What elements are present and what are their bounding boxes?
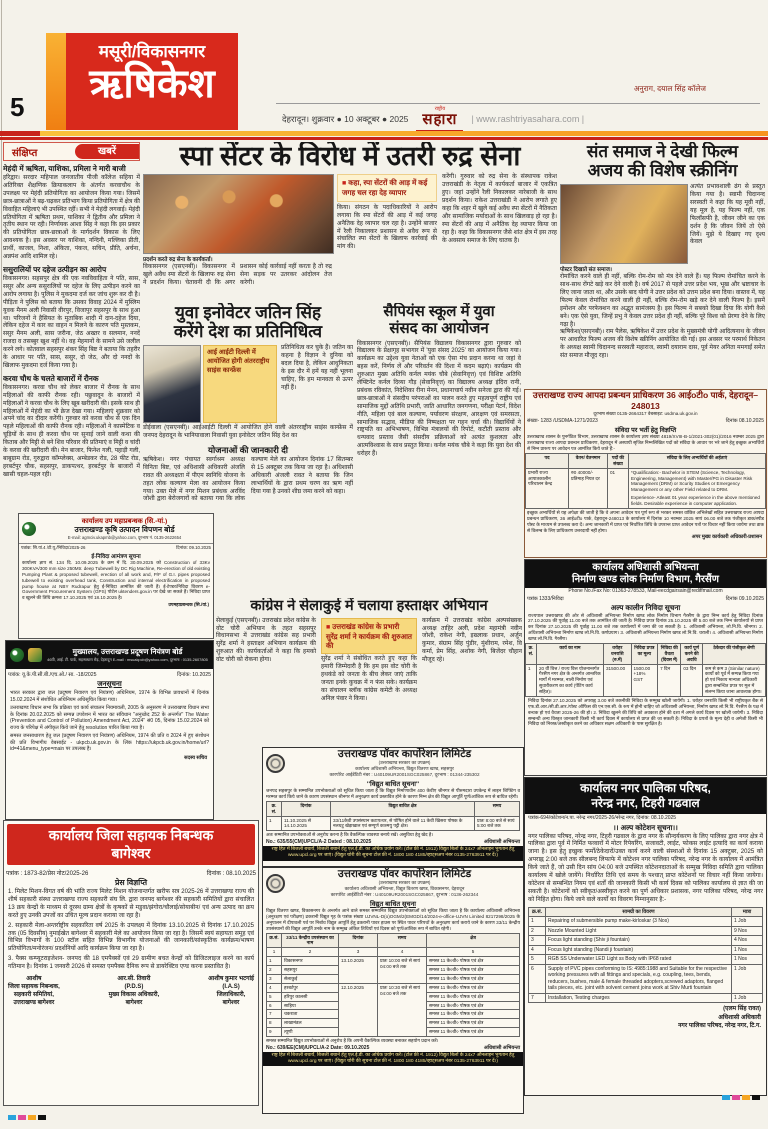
edition-banner: [46, 33, 238, 130]
cell-desc: Installation, Testing charges: [546, 993, 732, 1003]
col-pay: वेतन/ वेतनमान: [569, 453, 608, 468]
cell-desc: RGB SS Underwater LED Light ss Body with IP68 rated: [546, 955, 732, 965]
ad-intro: जनपद सहसपुर के सम्मानित उपभोक्ताओं को सूचित किया जाता है कि विद्युत निर्माणाधीन 400 केवीए श्रीनगर से पीरुमदारा उपकेन्द्र में लाइन शिफ्टिंग व मरम्मत कार्य किये जाने के कारण उपसंस्थान श्रीनगर में अनुरक्षण कार्य प्रस्तावित होने के कारण निम्न क्षेत्र की विद्युत आपूर्ति पूर्ण/आंशिक रूप से बाधित रहेगी।: [266, 788, 520, 799]
table-row: [529, 917, 763, 927]
index-cell: 3: [339, 948, 378, 957]
sign-name: आशीष कुमार भटगांई: [208, 976, 254, 983]
brief-tab-right: खबरें: [75, 144, 139, 159]
article-column: कार्यक्रम में उत्तराखंड कांग्रेस अल्पसंख्यक अध्यक्ष ताहिर अली, प्रदेश महामंत्री नवीन जोशी, राकेश नेगी, इख्लाक प्रधान, अर्जुन कुमार, संग्राम सिंह पुंडीर, मुंशीराम, रमेश, वि कर्मा, प्रेम सिंह, अशोक नेगी, बिजेंदर चौहान मौजूद रहे।: [422, 617, 522, 664]
index-cell: 4: [378, 948, 427, 957]
cell-qty: 1 Job: [732, 917, 763, 927]
cell-emd: 31500.00: [603, 664, 631, 696]
article-column: प्रतिनिधित्व कर चुके हैं। जतिन का कहना है विज्ञान ने दुनिया को बदल दिया है, लेकिन आधुनिकता के इस दौर में हमें यह नहीं भूलना चाहिए, कि हम मानवता से ऊपर नहीं हैं।: [281, 345, 353, 391]
ad-title-line1: कार्यालय जिला सहायक निबन्धक: [48, 827, 214, 843]
ad-header: [263, 748, 523, 779]
cell-sn: 2: [529, 926, 546, 936]
sign-title: अधिशासी अधिकारी: [718, 1014, 761, 1021]
cell-sn: 7: [529, 993, 546, 1003]
black-mark: [38, 1115, 46, 1120]
ad-address: 46वी, आई. टी. पार्क, सहस्त्रधारा रोड़, देहरादून E-mail : msuakpcb@yahoo.com, दूरभाष : 0135-2607805: [47, 657, 208, 662]
ad-org-name: उत्तराखण्ड पॉवर कार्पोरेशन लिमिटेड: [337, 868, 472, 880]
cell-area: समस्त 11 के०वी० पोषक एवं क्षेत्र: [427, 992, 520, 1001]
ad-krishi-board: [18, 513, 214, 639]
edition-banner-text: [66, 33, 238, 130]
ad-ref: पत्रांक: यू.के.पी.सी.बी./एच.ओ./ सा. -18/2025: [8, 672, 97, 678]
masthead: [0, 0, 768, 140]
ad-ref: पत्रांक: सि.यां.4 /टी.यू./निविदा/2025-26: [21, 545, 86, 550]
cell-time: प्रातः 10:00 बजे से सायं 04:00 बजे तक: [378, 957, 427, 984]
col-desc: सामग्री का विवरण: [546, 907, 732, 917]
table-row: 1 विकासनगर 13.10.2025 प्रातः 10:00 बजे से सायं 04:00 बजे तक समस्त 11 के०वी० पोषक एवं क्षेत्र: [267, 957, 520, 966]
table-row: 5 हरिपुर कालसी समस्त 11 के०वी० पोषक एवं क्षेत्र: [267, 992, 520, 1001]
article-body: ऋषिकेश। नगर पंचायत स्वर्गाश्रम अध्यक्ष विनिता बिष्ट, एवं अधिशासी अधिकारी अंजलि रावत की अध्यक्षता में पीएम स्वनिधि योजना के तहत लोक कल्याण मेला का आयोजन किया गया। उक्त मेले में नगर मिशन प्रबंधक अरविंद जोशी द्वारा बेरोजगारों को बताया गया कि लोक कल्याण मेले का आयोजन दिनांक 17 सितम्बर से 15 अक्टूबर तक किया जा रहा है। अधिशासी अधिकारी अंजली रावत ने बताया कि जिन लाभार्थियों के द्वारा प्रथम चरण का ऋण नहीं दिया गया है उनको शीघ्र जमा करने को कहा।: [143, 456, 353, 503]
table-row: [526, 664, 766, 696]
brief-item: [3, 374, 140, 480]
ad-cin: कारपोरेट आईडेंटिटी नंबर : U40109UR2001SGC025867, दूरभाष : 01344-235302: [329, 772, 480, 778]
ad-office: कार्यालय अधिशासी अभियन्ता, विद्युत वितरण खण्ड, विकासनगर, देहरादून: [344, 886, 465, 892]
headline-line2: संसद का आयोजन: [389, 320, 489, 338]
sign-name: आशीष: [26, 976, 42, 983]
cell-sn: 1: [529, 917, 546, 927]
ad-intro: राज्यपाल उत्तराखण्ड की ओर से अधिशासी अभियन्ता निर्माण खण्ड लोक निर्माण विभाग गैरसैंण के द्वारा निम्न कार्य हेतु निविदा दिनांक 27.10.2025 की पूर्वाह्न 11.00 बजे तक आमंत्रित की जाती है। निविदा प्रपत्र दिनांक 25.10.2025 की 5.00 बजे तक निम्न कार्यालयों से प्राप्त कर दिनांक 27.10.2025 की पूर्वाह्न 11.00 बजे तक कार्यालयों में जमा की जा सकती है। 1. अधिशासी अभियन्ता, लो.नि.वि. श्रीनगर। 2. अधिशासी अभियन्ता निर्माण खण्ड लो.नि.वि. कर्णप्रयाग। 3. अधिशासी अभियन्ता निर्माण खण्ड लो.नि.वि. थराली। 4. अधिशासी अभियन्ता निर्माण खण्ड लो.नि.वि. गैरसैंण।: [528, 612, 763, 641]
ad-title-line2: निर्माण खण्ड लोक निर्माण विभाग, गैरसैंण: [572, 574, 719, 585]
ad-title-line1: कार्यालय अधिशासी अभियन्ता: [592, 562, 699, 573]
ad-signatory: अधिशासी अभियन्ता: [483, 1044, 520, 1051]
index-cell: 1: [267, 948, 282, 957]
cell-sn: 5: [529, 955, 546, 965]
article-byline-text: डोईवाला (एसएनबी)। आईआईटी दिल्ली में आयोजित होने वाली अंतरराष्ट्रीय साइंस कान्फ्रेंस में जनपद देहरादून के भानियावाला निवासी युवा इनोवेटर जतिन सिंह देश का: [143, 425, 353, 439]
col-num: पदों की संख्या: [608, 453, 629, 468]
col-post: पद: [526, 453, 569, 468]
ad-heading: संविदा पर भर्ती हेतु विज्ञप्ति: [614, 427, 677, 435]
col-emd: धरोहर धनराशि (रु.में): [603, 643, 631, 664]
ad-office: कार्यालय अधिशासी अभियन्ता, विद्युत वितरण खण्ड, सहसपुर: [355, 766, 454, 772]
ad-title-line1: कार्यालय उप महाप्रबन्धक (सि.-यां.): [81, 518, 168, 525]
dateline: देहरादून। शुक्रवार ● 10 अक्टूबर ● 2025: [282, 113, 409, 124]
article-headline: [560, 142, 765, 180]
cyan-mark: [8, 1115, 16, 1120]
outage-table: [266, 933, 520, 1038]
cell-area: समस्त 11 के०वी० पोषक एवं क्षेत्र: [427, 957, 520, 966]
ad-municipal-narendranagar: [524, 777, 767, 1096]
article-column: सेलाकुई (एसएनबी)। उत्तराखंड प्रदेश कांग्रेस के वोट चोरी अभियान के तहत सहसपुर विधानसभा में उत्तराखंड कांग्रेस सह प्रभारी सुरेंद्र शर्मा ने हस्ताक्षर अभियान कार्यक्रम की शुरुआत की। कार्यकर्ताओं ने कहा कि हमको वोट चोरी को रोकना होगा।: [216, 617, 316, 664]
table-row: [529, 993, 763, 1003]
article-headline: [143, 303, 353, 341]
outage-table: [266, 801, 520, 832]
ad-org-name: मुख्यालय, उत्तराखण्ड प्रदूषण नियंत्रण बोर्ड: [72, 647, 183, 656]
ad-cin: कारपोरेट आईडेंटिटी नंबर : U40109UR2001SGC025867, दूरभाष : 0136-262344: [330, 892, 479, 898]
sign-name: आर.सी. तिवारी: [117, 976, 151, 983]
brief-item: [3, 265, 140, 371]
newspaper-logo: [416, 107, 463, 132]
article-column: किया। संगठन के पदाधिकारियों ने आरोप लगाया कि स्पा सेंटरों की आड़ में कई जगह अनैतिक देह व्यापार चल रहा है। उन्होंने बाजार में रैली निकालकर प्रशासन से अवैध रूप से संचालित स्पा सेंटरों के खिलाफ कार्रवाई की मांग की।: [337, 204, 437, 251]
brief-title: मेहंदी में ऋषिता, याशिका, प्रमिला ने मारी बाजी: [3, 164, 126, 173]
brief-body: हरिद्वार। सरदार महिपाल जनजातीय पीजी कॉलेज सहिया में अतिरिक्त शैक्षणिक क्रियाकलाप के अंतर्गत करवाचौथ के उपलक्ष्य पर मेहंदी प्रतियोगिता का आयोजन किया गया। जिसमें छात्र-छात्राओं ने बढ़-चढ़कर प्रतिभाग किया प्रतियोगिता में क्षेत्र की विवाहित महिलाएं भी उपस्थित रहीं। सभी ने मेहंदी लगवाई। मेहंदी प्रतियोगिता में ऋषिता प्रथम, याशिका ने द्वितीय और प्रमिला ने तृतीय स्थान पर रही। निर्णायक आशा सिंह ने कहा कि इस प्रकार की प्रतियोगिता छात्र-छात्राओं के मार्गदर्शन विकास के लिए आवश्यक है। इस अवसर पर याशिका, नन्दिनी, मल्लिका प्रीती, प्रार्थी, काजल, निशा, अंकिता, पंकज, सचिन, प्रीति, अर्चना, अन्नपंश आदि शामिल रहे।: [3, 175, 140, 261]
pull-quote-text: कहा, स्पा सेंटरों की आड़ में कई जगह चल रहा देह व्यापार: [342, 178, 428, 198]
ad-intro: विद्युत वितरण खण्ड, विकासनगर के अन्तर्गत आने वाले समस्त सम्मानित विद्युत उपभोक्ताओं को सूचित किया जाता है कि कार्यालय अधिशासी अभियन्ता (अनुरक्षण एवं परीक्षण) ढकरानी विद्युत गृह के पत्रांक संख्या UJVNL-D(o)OGM/2(EMGD/14/2024-e-office-UJVN Limited 8217298/2025 के अनुपालन में दीपावली पर्व पर निर्बाध विद्युत आपूर्ति हेतु ढकरानी पावर हाउस पर स्थित पावर परिपथों के अनुरक्षण कार्य कराये जाने के कारण 33/11 केन्द्रीय उपसंस्थानों की विद्युत आपूर्ति उनके नाम के सम्मुख अंकित तिथियों एवं दिवस को पूर्ण/आंशिक रूप में बाधित रहेगी।: [266, 908, 520, 931]
cell-sn: 4: [529, 945, 546, 955]
upcl-logo-icon: [266, 754, 285, 773]
signature-block: [109, 975, 160, 1007]
col-area: विद्युत बाधित क्षेत्र: [331, 801, 475, 816]
col-sn: क्र. सं.: [267, 801, 282, 816]
article-subhead: योजनाओं की जानकारी दी: [207, 444, 289, 455]
table-row: 7 चकराता समस्त 11 के०वी० पोषक एवं क्षेत्र: [267, 1010, 520, 1019]
black-mark: [752, 1095, 760, 1100]
article-intro: ऋषिकेश(एसएनबी)। राम पैलेस, ऋषिकेश में उत्तर प्रदेश के मुख्यमंत्री योगी आदित्यनाथ के जीवन पर आधारित फिल्म अजय की विशेष स्क्रीनिंग आयोजित की गई। इस अवसर पर परमार्थ निकेतन के अध्यक्ष स्वामी चिदानन्द सरस्वती महाराज, स्वामी दयाराम दास, पूर्व मेयर अनिता ममगाईं समेत संत समाज मौजूद रहा।: [560, 329, 765, 360]
col-date: दिनांक: [339, 933, 378, 948]
yellow-mark: [742, 1095, 750, 1100]
cell-qty: 1 Nos: [732, 945, 763, 955]
ad-disaster-authority: [524, 389, 767, 558]
upcl-logo-icon: [266, 874, 285, 893]
ad-upcl-vikasnagar: [262, 867, 524, 1114]
col-sn: क्र. सं.: [526, 643, 537, 664]
ad-footer-text: इच्छुक अभ्यर्थियों से यह अपेक्षा की जाती है कि वे अपना आवेदन पत्र पूर्ण रूप से भरकर समस्त वांछित अभिलेखों सहित उत्तराखण्ड राज्य आपदा प्रबन्धन प्राधिकरण, 36 आईoटीo पार्क, देहरादून-248013 के कार्यालय में दिनांक 10 नवम्बर 2025 सायं 06.00 बजे तक पंजीकृत डाक/स्पीड पोस्ट के माध्यम से उपलब्ध करा दें। अन्य जानकारी में प्राप्त एवं निर्धारित तिथि के उपरान्त प्राप्त आवेदन पत्रों पर विचार नहीं किया जायेगा तथा डाक से विलम्ब के लिए प्राधिकरण उत्तरदायी नहीं होगा।: [527, 509, 764, 533]
vacancy-table: [525, 453, 766, 509]
website-url: | www.rashtriyasahara.com |: [471, 114, 585, 124]
col-period: कार्य पूर्ण करने की अवधि: [681, 643, 703, 664]
article-sant-screening: [560, 142, 765, 386]
cell-area: समस्त 11 के०वी० पोषक एवं क्षेत्र: [427, 983, 520, 992]
ad-pollution-board: [5, 640, 214, 820]
cyan-mark: [722, 1095, 730, 1100]
cell-pay: रु0 40000/- प्रतिमाह नियत दर: [569, 468, 608, 508]
ad-heading: ''विद्युत बाधित सूचना'': [366, 781, 420, 789]
col-qual: संविदा के लिए अभ्यर्थियों की अर्हताएं: [629, 453, 766, 468]
yellow-mark: [28, 1115, 36, 1120]
article-headline: कांग्रेस ने सेलाकुई में चलाया हस्ताक्षर अभियान: [250, 598, 488, 614]
table-row: 4 हरबर्टपुर 12.10.2025 प्रातः 10:30 बजे से सायं 04:00 बजे तक समस्त 11 के०वी० पोषक एवं क्षेत्र: [267, 983, 520, 992]
magenta-mark: [18, 1115, 26, 1120]
sign-place: बागेश्वर: [222, 1000, 240, 1007]
table-row: 3 सेलाकुई समस्त 11 के०वी० पोषक एवं क्षेत्र: [267, 974, 520, 983]
ad-title-banner: [7, 824, 255, 865]
cell-substation: सहसपुर: [282, 966, 339, 975]
article-column: सुरेंद्र शर्मा ने संबोधित करते हुए कहा कि हमारी जिम्मेदारी है कि हम इस वोट चोरी के हथकंडे को जनता के बीच लेकर जाएं ताकि जनता इनके कुचक्र में न फंस सके। कार्यक्रम का संचालन ब्लॉक कांग्रेस कमेटी के अध्यक्ष अनिल पंवार ने किया।: [321, 656, 417, 703]
ad-contact: E-mail: agmciv.ukapmb@yahoo.com, दूरभाष नं. 0135-2622654: [67, 535, 182, 540]
highlight-box: आई आईटी दिल्ली में आयोजित होगी अंतरराष्ट्रीय साइंस कान्फ्रेंस: [203, 345, 277, 423]
table-row: [526, 468, 766, 508]
ad-contact: दूरभाष संख्या 0135-2664317 वेबसाइट: usdma.uk.gov.in: [593, 411, 698, 417]
ad-signatory: अपर मुख्य कार्यकारी अधिकारी-प्रशासन: [691, 534, 762, 541]
ad-title-line2: उत्तराखण्ड कृषि उत्पादन विपणन बोर्ड: [74, 525, 175, 534]
ad-signatory: अधिशासी अभियन्ता: [483, 839, 520, 846]
cell-substation: हरबर्टपुर: [282, 983, 339, 992]
cell-sn: 1: [267, 816, 282, 831]
ad-org-sub: (उत्तराखण्ड सरकार का उपक्रम): [378, 880, 431, 886]
sign-title: जिला सहायक निबन्धक,: [8, 984, 60, 991]
ad-date: दिनांक 09.10.2025: [725, 595, 764, 602]
headline-line2: अजय की विशेष स्क्रीनिंग: [587, 161, 738, 181]
experience-text: Experience- Atleast 01 year experience in the above mentioned fields. Desirable experience in computer application.: [631, 495, 760, 507]
cell-work: 20 वीं वित्त / राज्य वित्त योजनान्तर्गत गैरसैंण नगर क्षेत्र के अन्तर्गत आन्तरिक मार्गों में मरम्मत, नाली निर्माण एवं सुधारीकरण का कार्य (पेंटिंग कार्य सहित)।: [536, 664, 603, 696]
cell-post: प्रभारी राज्य आपातकालीन परिचालन केन्द्र: [526, 468, 569, 508]
brief-body: विकासनगर। करवा चौथ को लेकर बाजार में रौनक के साथ महिलाओं की काफी रौनक रही। पछुवादून के बाजारों में महिलाओं ने करवा चौथ के लिए खूब खरीदारी की। इसके साथ ही महिलाओं में मेहंदी का भी क्रेज देखा गया। महिलाएं शुक्रवार को अपने चांद का दीदार करेंगी। गुरुवार को करवा चौथ से एक दिन पहले महिलाओं की काफी रौनक रही। महिलाओं ने कास्मेटिक व चूड़ियों के साथ ही करवा चौथ पर सुनाई जाने वाली कथा की किताब और मिट्टी से बने शिव परिवार की प्रतिमाएं व मिट्टी व चांदी के करवा की खरीदारी की। मेन बाजार, फिनेश गली, पहाड़ी गली, बाबूग्राम रोड, गुरुद्वारा कॉम्प्लेक्स, अम्बेडकर रोड, 28 फीट रोड, हरबर्टपुर चौक, सहसपुर, डाकपत्थर, हरबर्टपुर के बाजारों में खासी चहल-पहल रही।: [3, 384, 140, 478]
col-name: 33/11 केन्द्रीय उपसंस्थान का नाम: [282, 933, 339, 948]
ad-upcl-sahaspur: [262, 747, 524, 867]
cell-time: प्रातः 8:00 बजे से सायं 5:00 बजे तक: [475, 816, 520, 831]
table-row: 2 सहसपुर समस्त 11 के०वी० पोषक एवं क्षेत्र: [267, 966, 520, 975]
headline-line1: युवा इनोवेटर जतिन सिंह: [174, 303, 322, 322]
ad-para: 3. पैक्स कम्प्यूटराइजेशन- जनपद की 18 एमपैक्सों एवं 29 ग्रामीण बचत केन्द्रों को डिजिटलाइज करने का कार्य गतिमान है। दिनांक 1 जनवरी 2026 से समस्त एमपैक्स दैनिक रूप से डायरेक्टिव एण्ड करना प्रस्तावित है।: [8, 956, 254, 971]
ad-heading: ।। अल्प कोटेशन सूचना।।: [613, 822, 678, 832]
cell-period: 03 दिन: [681, 664, 703, 696]
ad-heading: जनसूचना: [97, 679, 122, 688]
col-time: समय: [475, 801, 520, 816]
ad-title: उत्तराखण्ड राज्य आपदा प्रबन्धन प्राधिकरण 36 आईoटीo पार्क, देहरादून–248013: [532, 390, 759, 411]
article-congress-signature: [216, 598, 522, 744]
cell-qty: 4 Nos: [732, 936, 763, 946]
col-area: क्षेत्र: [427, 933, 520, 948]
ad-title-line2: नरेन्द्र नगर, टिहरी गढवाल: [591, 796, 700, 810]
table-row: [267, 816, 520, 831]
brief-item: [3, 164, 140, 262]
headline-line1: संत समाज ने देखी फिल्म: [586, 142, 739, 161]
table-row: [529, 926, 763, 936]
cell-substation: साहिया: [282, 1001, 339, 1010]
cell-class: कम से कम 3 (Similar nature) कार्यों को पूर्व में सम्पन्न किया गया हो एवं निकाय मान्यता अधिकारी द्वारा सम्बन्धित प्रपत्र पर मूल में संलग्न किया जाना आवश्यक होगा।: [703, 664, 766, 696]
ad-body: नगर पालिका परिषद, नरेन्द्र नगर, टिहरी गढवाल के द्वारा नगर के सौन्दर्यकरण के लिए पालिका द्वारा नगर क्षेत्र में पालिका द्वारा पूर्व में निर्मित फव्वारों में मोटर रिपेयरिंग, सजावटी, लाईट, फोकस लाईट इत्यादि का कार्य कराया जाना है। इस हेतु इच्छुक फर्मों/ठेकेदारों/उक्त कार्य करने वाली संस्थाओं से दिनांक 15 अक्टूबर, 2025 को अपराह्न 2:00 बजे तक सीलबन्द लिफाफे में कोटेशन नगर पालिका परिषद, नरेन्द्र नगर के कार्यालय में आमंत्रित किये जाते हैं, जो उसी दिन सांय 04:00 बजे उपस्थित कोटेशनदाताओं के सम्मुख निविदा समिति द्वारा पालिका कार्यालय में खोले जायेंगे। निर्धारित तिथि एवं समय के पश्चात् प्राप्त कोटेशनों पर विचार नहीं किया जायेगा। कोटेशन से सम्बन्धित नियम एवं शर्तों की जानकारी किसी भी कार्य दिवस को पालिका कार्यालय से ज्ञात की जा सकती है। कोटेशनों को स्वीकृत/अस्वीकृत करने का पूर्ण अधिकार प्रशासक, नगर पालिका परिषद, नरेन्द्र नगर को निहित होगा। किये जाने वाले कार्यों का विवरण निम्नानुसार है:-: [528, 833, 763, 903]
cell-substation: सेलाकुई: [282, 974, 339, 983]
ad-date: दिनांक : 08.10.2025: [206, 871, 256, 877]
sign-org: नगर पालिका परिषद, नरेन्द्र नगर, टि.ग.: [678, 1022, 761, 1029]
article-body: रोमांचित करने वाले ही नहीं, बल्कि रोम-रोम को मंत्र देने वाले हैं। यह फिल्म रोमांचित करने के साथ-साथ रोंगटे खड़े कर देने वाली है। वर्ष 2017 से पहले उत्तर प्रदेश भय, भूख और भ्रष्टाचार के लिए जाना जाता था, और उसके बाद योगी ने उत्तर प्रदेश को उत्तम प्रदेश बना दिया। वास्तव में, यह फिल्म केवल रोमांचित करने वाली ही नहीं, बल्कि रोम-रोम खड़े कर देने वाली फिल्म है। इसमें इमोशन और परफेक्शन का अद्भुत सामंजस्य है। इस फिल्म ने सबको दिखा दिया कि योगी कैसे बने। एक ऐसे युवा, जिन्हें प्रभु ने केवल उत्तर प्रदेश ही नहीं, बल्कि पूरे विश्व को प्रेरणा देने के लिए गढ़ा है।: [560, 274, 765, 328]
ad-signature-row: [4, 973, 258, 1009]
cell-substation: विकासनगर: [282, 957, 339, 966]
sign-title: मुख्य विकास अधिकारी,: [108, 992, 160, 999]
photo-caption: प्रदर्शन करते रुद्र सेना के कार्यकर्ता।: [143, 257, 213, 264]
cell-qty: 1 Nos: [732, 955, 763, 965]
ad-ref: पत्रांक-694/कोटेशन/न.पा. नरेन्द्र नगर/2025-26/नरेन्द्र नगर, दिनांक: 08.10.2025: [528, 815, 677, 821]
ad-date: दिनांक: 10.2025: [177, 672, 211, 678]
ad-heading: ई-निविदा आमंत्रण सूचना: [91, 554, 141, 560]
headline-line1: सैपियंस स्कूल में युवा: [383, 303, 495, 320]
ad-title-line1: कार्यालय नगर पालिका परिषद,: [580, 781, 711, 795]
article-headline: स्पा सेंटर के विरोध में उतरी रुद्र सेना: [179, 142, 521, 171]
index-row: [267, 948, 520, 957]
photo-credit: अनुराग, दयाल सिंह कॉलेज: [633, 84, 706, 93]
bullet-square-icon: ■: [342, 180, 349, 188]
col-valid: निविदा की वैधता (दिवस में): [658, 643, 681, 664]
pull-quote-box: [337, 174, 437, 201]
life-logo-icon: [28, 648, 42, 662]
col-sn: क्र.सं.: [529, 907, 546, 917]
board-logo-icon: [22, 522, 36, 536]
cell-cost: 1500.00 +18% GST: [631, 664, 658, 696]
table-row: 8 लाखामंडल समस्त 11 के०वी० पोषक एवं क्षेत्र: [267, 1019, 520, 1028]
masthead-red-bar: [0, 137, 768, 140]
cell-date: 11.10.2025 से 14.10.2025: [282, 816, 331, 831]
brief-title: ससुरालियों पर दहेज उत्पीड़न का आरोप: [3, 264, 107, 274]
ad-header-band: [6, 641, 213, 669]
signature-block: [208, 975, 254, 1007]
qualification-text: *Qualification:- Bachelor in STEM (Science, Technology, Engineering, Management) with Master/PG in Disaster Risk Management (DRM) or Scurity Studies or Emergency Management or any other Field related to DRM.: [631, 469, 753, 493]
col-date: दिनांक: [282, 801, 331, 816]
sign-name: (एलम सिंह रावत): [723, 1006, 761, 1013]
cell-area: समस्त 11 के०वी० पोषक एवं क्षेत्र: [427, 974, 520, 983]
cell-sn: 6: [529, 964, 546, 993]
board-logo-icon: [10, 648, 24, 662]
ad-ref: पत्रांक 1333/निविदा: [527, 595, 564, 602]
sant-samaj-photo: [560, 184, 688, 264]
table-row: [529, 945, 763, 955]
masthead-dateline-row: [282, 105, 762, 130]
index-cell: 5: [427, 948, 520, 957]
tender-table: [525, 643, 766, 697]
sign-designation: (P.D.S): [124, 984, 144, 991]
ad-para: भारत सरकार द्वारा जल (प्रदूषण निवारण एवं नियंत्रण) अधिनियम, 1974 के विभिन्न प्रावधानों में दिनांक 15.02.2024 में संशोधित अधिनियम अधिसूचित किया गया।: [10, 690, 209, 703]
ad-note: समस्त सम्मानित विद्युत उपभोक्ताओं से अनुरोध है कि अपनी वैकल्पिक व्यवस्था बनाकर सहयोग प्रदान करें।: [266, 1038, 439, 1044]
bullet-square-icon: ■: [326, 623, 333, 631]
cell-area: 33/11केवी उपसंस्थान कटापत्थर, से पोषित होने वाले 11 केवी खिसरा पोषक के नलधटु खेड़ाखाल एवं सम्पूर्ण काश्मयु पट्टी क्षेत्र।: [331, 816, 475, 831]
cell-sn: 3: [529, 936, 546, 946]
ad-header: [263, 868, 523, 899]
col-cost: निविदा प्रपत्र का मूल्य: [631, 643, 658, 664]
cell-valid: 7 दिन: [658, 664, 681, 696]
brief-news-column: [3, 142, 140, 510]
cell-substation: त्यूणी: [282, 1028, 339, 1037]
jatin-photo: [143, 345, 201, 423]
col-time: समय: [378, 933, 427, 948]
ad-footer-strip: राष्ट्र हित में बिजली बचायें, बिजली बचाने हेतु एल.ई.डी. का अधिक प्रयोग करें। (टोल फ्री नं. 1912) विद्युत बिलों के 24x7 ऑनलाइन भुगतान हेतु www.upcl.org पर जाएं। (विद्युत चोरी की सूचना टोल फ्री नं. 1800 180 4185/व्हाट्सअप नंबर 0135-2763911 पर दें।): [263, 846, 523, 860]
cell-num: 01: [608, 468, 629, 508]
ad-intro: उत्तराखण्ड शासन के पुनर्गठित विभाग, उत्तराखण्ड शासन के कार्यालय ज्ञाप संख्या 4819/XVIII-B-1/2021-302(01)/2016 नवम्बर 2025 द्वारा उत्तराखण्ड राज्य आपदा प्रबन्धन प्राधिकरण, देहरादून में अस्थायी सृजित निम्नलिखित पदों को संविदा के आधार पर भरे जाने हेतु इच्छुक अभ्यर्थियों से निम्न प्रारूप पर आवेदन पत्र आमंत्रित किये जाते हैं:-: [527, 434, 764, 452]
col-qty: मात्रा: [732, 907, 763, 917]
brief-tab-left: संक्षिप्त: [12, 147, 38, 159]
ad-refno: No.: 639/EE(CM)/UPCL/A-2 Date: 09.10.2025: [266, 1044, 370, 1051]
ad-signature-block: [525, 1004, 766, 1031]
ad-org-sub: (उत्तराखण्ड सरकार का उपक्रम): [378, 760, 431, 766]
brief-title: करवा चौथ के चलते बाजारों में रौनक: [3, 373, 99, 383]
cell-desc: Focus light standing (Nandi ji fountain): [546, 945, 732, 955]
ad-signatory: उपमहाप्रबन्धक (सि./यां.): [168, 602, 209, 608]
cell-area: समस्त 11 के०वी० पोषक एवं क्षेत्र: [427, 1019, 520, 1028]
photo-caption: पोस्टर दिखाते संत समाज।: [560, 267, 613, 274]
sign-designation: (I.A.S): [222, 984, 240, 991]
ad-registrar-bageshwar: [3, 820, 259, 1106]
ad-note: अतः सम्मानित उपभोक्ताओं से अनुरोध करना है कि वैकल्पिक व्यवस्था बनाये रखें। असुविधा हेतु खेद है।: [266, 832, 434, 838]
article-headline: [357, 303, 521, 338]
cell-qty: 1 Job: [732, 964, 763, 993]
masthead-rule: [276, 103, 760, 104]
ad-para: 1. मिलेट मिशन-विगत वर्ष की भांति राज्य मिलेट मिशन योजनान्तर्गत खरीफ सत्र 2025-26 में उत्तराखण्ड राज्य की शीर्ष सहकारी संस्था उत्तराखण्ड राज्य सहकारी संघ लि. द्वारा जनपद बागेश्वर की सहकारी समितियों द्वारा संचालित 13 क्रय केन्द्रों के माध्यम से दूरस्थ ग्राम्य क्षेत्रों के कृषकों से मडुवा/झंगोरा/चौलाई/सोयाबीन/ एवं अन्य उत्पाद का क्रय करते हुए उनकी उपजों का उचित मूल्य प्रदान कराया जा रहा है।: [8, 889, 254, 919]
ad-para: उत्तराखण्ड विधान सभा कि प्रक्रिया एवं कार्य संचालन नियमावली, 2005 के अनुसरण में उत्तराखण्ड विधान सभा के दिनांक 20.02.2025 को सम्पन्न उपवेशन में भारत का संविधान ''अनुच्छेद 252 के अन्तर्गत'' The Water (Prevention and Control of Pollution) Amendment Act, 2024'' सं0 05, दिनांक 15.02.2024 को राज्य के परिपेक्ष में अंगीकृत किये जाने हेतु resolution पारित किया गया है।: [10, 705, 209, 731]
color-registration-marks-left: [8, 1110, 68, 1120]
brief-body: विकासनगर। सहसपुर क्षेत्र की एक नवविवाहिता ने पति, सास, ससुर और अन्य ससुरालियों पर दहेज के लिए उत्पीड़न करने का आरोप लगाया है। पुलिस ने मुकदमा दर्ज कर जांच शुरू कर दी है। पीड़िता ने पुलिस को बताया कि उसका विवाह 2024 में मुस्लिम युवक मैनम अली निवासी वीरपुर, विजापुर सहसपुर के साथ हुआ था। परिजनों ने हैसियत के मुताबिक शादी में दान-दहेज दिया, लेकिन दहेज में कार का वाहन न मिलने के कारण पति मुस्तकम, ससुर मैनम अली, सास जरीना, जेठ अख्तर व सलमान, ननदें राजदा व तसब्बुर खुश नहीं थे। वह मेहमानों के सामने उसे जलील करने लगे। कोतवाल सहसपुर शंकर सिंह बिष्ट ने बताया कि तहरीर के आधार पर पति, सास, ससुर, दो जेठ, और दो ननदों के खिलाफ मुकदमा दर्ज किया गया है।: [3, 275, 140, 369]
ad-para: समस्त जनसाधारण हेतु जल (प्रदूषण निवारण एवं नियंत्रण) अधिनियम, 1974 की प्रति व 2024 में हुए संशोधन की प्रति विभागीय वेबसाईट - ukpcb.uk.gov.in के लिंक https://ukpcb.uk.gov.in/home/url?id=41&menu_type=main पर उपलब्ध है।: [10, 733, 209, 752]
ad-refno: No.: 635/55(CM)UPCL/A-2 Dated : 08.10.2025: [266, 839, 372, 846]
ad-date: दिनांक: 09.10.2025: [176, 545, 211, 550]
cell-area: समस्त 11 के०वी० पोषक एवं क्षेत्र: [427, 1028, 520, 1037]
ad-signatory: सदस्य सचिव: [184, 754, 207, 761]
col-sn: क्र.सं.: [267, 933, 282, 948]
ad-body: कार्यालय ज्ञाप सं. 134 दि. 10.09.2025 के क्रम में दि. 30.09.2025 को Construction of 33Kv 300KVA/300 mm size 250Mtr. deep Tubewell by DC Rig Machine, Re-erection of old existing Pumping Plant & proposed tubewell, erection of all work and, P/F of G.I. pipes proposed tubewell to existing overhead tank, Construction and internal electrification in proposed pump house at NBY Rudrapur हेतु ई-निविदा आमंत्रित की जाती हैं। ई-टेण्डर/निविदा विवरण e-Government Procurement System (GPS) पोर्टल uktenders.gov.in पर देखे जा सकते हैं। निविदा प्राप्त व खुलने की तिथि क्रमशः 17.10.2025 एवं 18.10.2025 है।: [22, 560, 210, 601]
ad-para: 2. सहकारी मेला-अन्तर्राष्ट्रीय सहकारिता वर्ष 2025 के उपलक्ष्य में दिनांक 13.10.2025 से दिनांक 17.10.2025 तक (05 दिवसीय) नुमाईखेत बागेश्वर में सहकारी मेले का आयोजन किया जा रहा है। जिसमें स्वयं सहायता समूह एवं विभिन्न विभागों के 100 स्टॉल सहित विभिन्न विभागीय योजनाओं की जानकारी/सांस्कृतिक कार्यक्रम/भाषण प्रतियोगिता/मनोरंजन/ प्रदर्शनियों आदि कार्यक्रम किया जा रहा है।: [8, 922, 254, 953]
ad-pwd-gairsain: [524, 559, 767, 776]
cell-area: समस्त 11 के०वी० पोषक एवं क्षेत्र: [427, 1010, 520, 1019]
article-sapiens-parliament: [357, 303, 521, 593]
highlight-text: उत्तराखंड कांग्रेस के प्रभारी सुरेंद्र शर्मा ने कार्यक्रम की शुरुआत की: [326, 621, 413, 651]
table-row: [529, 964, 763, 993]
magenta-mark: [732, 1095, 740, 1100]
signature-block: [8, 975, 60, 1007]
color-registration-marks-right: [722, 1090, 768, 1100]
headline-line2: करेंगे देश का प्रतिनिधित्व: [173, 322, 323, 342]
sign-place: बागेश्वर: [125, 1000, 143, 1007]
cell-substation: चकराता: [282, 1010, 339, 1019]
ad-ref: पत्रांक : 1873-82/प्रेस नोट/2025-26: [6, 871, 89, 877]
city-name: ऋषिकेश: [89, 62, 215, 106]
cell-substation: लाखामंडल: [282, 1019, 339, 1028]
cell-desc: Supply of PVC pipes conforming to IS: 4985:1988 and Suitable for the respective working pressures with all fittings and specials, e.g. coupling, tees, bends, reducers, bushes, male & female threaded adopters,screwed adaptors, flanged tails pieces, etc. joint with solvent cement joins work at Shiv Murti fountain: [546, 964, 732, 993]
ad-footer-strip: राष्ट्र हित में बिजली बचायें, बिजली बचाने हेतु एल.ई.डी. का अधिक प्रयोग करें। (टोल फ्री नं. 1912) विद्युत बिलों के 24x7 ऑनलाइन भुगतान हेतु www.upcl.org पर जाएं। (विद्युत चोरी की सूचना टोल फ्री नं. 1800 180 4185/व्हाट्सअप नंबर 0135-2763911 पर दें।): [263, 1052, 523, 1066]
ad-date: दिनांक 08.10.2025: [725, 418, 764, 425]
cell-area: समस्त 11 के०वी० पोषक एवं क्षेत्र: [427, 966, 520, 975]
article-body: विकासनगर (एसएनबी)। सैपियंस विद्यालय विकासनगर द्वारा गुरुवार को विद्यालय के प्रेक्षागृह सभागार में 'युवा संसद 2025' का आयोजन किया गया। कार्यक्रम का उद्देश्य युवा नेताओं को एक ऐसा मंच प्रदान करना था जहां वे बहस करें, निर्णय लें और परिवर्तन की दिशा में कदम बढ़ाएं। कार्यक्रम की शुरुआत मुख्य अतिथि कर्नल मयंक चौबे (सेवानिवृत्त) एवं विशिष्ट अतिथि लेफ्टिनेंट कर्नल दिव्या गौड़ (सेवानिवृत्त) का विद्यालय अध्यक्ष इंदिरा रानी, प्रबंधक रविकांत, निदेशिका रीना मेनन, प्रधानाचार्य नवीन सनेजा द्वारा की गई। छात्र-छात्राओं ने संसदीय परंपराओं का पालन करते हुए महत्वपूर्ण राष्ट्रीय एवं सामाजिक मुद्दों अतिथि प्रभारी, जाति आधारित जनगणना, परीक्षा पेटर्न, विदेश नीति, महिला एवं बाल कल्याण, पर्यावरण संरक्षण, आरक्षण एवं समरसता, सामाजिक सद्भाव, मीडिया की निष्पक्षता पर गहन चर्चा की। विद्यार्थियों ने राष्ट्रपति का अभिभाषण, विभिन्न मंत्रालयों की रिपोर्ट, कटौती प्रस्ताव और धन्यवाद प्रस्ताव जैसी संसदीय प्रक्रियाओं को अत्यंत कुशलता और आत्मविश्वास के साथ प्रस्तुत किया। कर्नल मयंक चौबे ने कहा कि युवा देश की धरोहर हैं।: [357, 340, 521, 458]
ad-title-line2: बागेश्वर: [111, 844, 151, 861]
ad-heading: प्रेस विज्ञप्ति: [114, 878, 148, 887]
cell-time: प्रातः 10:30 बजे से सायं 04:00 बजे तक: [378, 983, 427, 1036]
brief-news-tab: [3, 142, 140, 161]
ad-org-name: उत्तराखण्ड पॉवर कार्पोरेशन लिमिटेड: [337, 748, 472, 760]
cell-area: समस्त 11 के०वी० पोषक एवं क्षेत्र: [427, 1001, 520, 1010]
protest-photo: [143, 174, 334, 254]
sign-place: उत्तराखण्ड बागेश्वर: [13, 1000, 55, 1007]
cell-qual: [629, 468, 766, 508]
article-column: अत्यंत प्रभावशाली ढंग से प्रस्तुत किया गया है। स्वामी चिदानन्द सरस्वती ने कहा कि यह मूवी नहीं, यह मूल है, यह फिल्म नहीं, एक फिलॉसफी है, जीवन जीने का एक दर्शन है कि जीवन जियें तो ऐसे जियें। मुझे ये दिखाए गए दृश्य केवल: [690, 184, 765, 246]
article-spa-protest: [143, 142, 557, 300]
cell-qty: 1 Job: [732, 993, 763, 1003]
cell-date: 13.10.2025: [339, 957, 378, 984]
ad-ref: संख्या- 1283 /USDMA-1271/2023: [527, 418, 598, 425]
masthead-orange-bar: [0, 131, 768, 136]
highlight-box: [321, 618, 417, 655]
article-lede: विकासनगर (एसएनबी)। विकासनगर में खुले अवैध स्पा सेंटरों के खिलाफ रुद्र सेना ने प्रदर्शन किया। चेतावनी दी कि अगर प्रशासन कोई कार्रवाई नहीं करता है तो रुद्र सेना सड़क पर उतरकर आंदोलन तेज करेगी।: [143, 264, 332, 287]
col-work: कार्य का नाम: [536, 643, 603, 664]
edition-name: मसूरी/विकासनगर: [98, 42, 206, 61]
quotation-items-table: [528, 907, 763, 1004]
edition-banner-accent: [46, 33, 66, 130]
ad-footer-text: निविदा दिनांक 27.10.2025 को अपराह्न 3.00 बजे तकनीकी निविदा के सम्मुख खोली जायेगी। 1. धरोहर धनराशि किसी भी राष्ट्रीयकृत बैंक से एफ.डी.आर./सी.डी.आर./पोस्ट ऑफिस की एन.एस.सी. के रूप में होनी चाहिए जो अधिशासी अभियन्ता, निर्माण खण्ड लो.नि.वि. गैरसैंण के पक्ष में बन्धक हो एवं वैधता 2025-26 की हो। 2. निविदा खुलने की तिथि को अवकाश होने की दशा में अगले कार्य दिवस पर खोली जायेगी। 3. निविदा सम्बन्धी अन्य विस्तृत जानकारी किसी भी कार्य दिवस में कार्यालय से प्राप्त की जा सकती है। निविदा के प्रपत्रों के मूल्य देही व अमेजी किसी भी निविदा को निरस्त/अस्वीकृत करने का अधिकार सक्षम अधिकारी के पास सुरक्षित है।: [528, 697, 763, 727]
col-class: ठेकेदार की पंजीकृत श्रेणी: [703, 643, 766, 664]
sign-title: सहकारी समितियां,: [13, 992, 54, 999]
cell-date: 12.10.2025: [339, 983, 378, 1036]
table-row: 6 साहिया समस्त 11 के०वी० पोषक एवं क्षेत्र: [267, 1001, 520, 1010]
logo-text: सहारा: [422, 110, 458, 128]
cell-substation: हरिपुर कालसी: [282, 992, 339, 1001]
ad-heading: विद्युत बाधित सूचना: [370, 901, 416, 909]
table-row: 9 त्यूणी समस्त 11 के०वी० पोषक एवं क्षेत्र: [267, 1028, 520, 1037]
cell-desc: Nozzle Mounted Light: [546, 926, 732, 936]
table-row: [529, 936, 763, 946]
logo-top-label: राष्ट्रीय: [434, 105, 446, 112]
cell-desc: Focus light standing (Shiv ji fountain): [546, 936, 732, 946]
ad-phone: Phone No./Fax No: 01363-278533, Mail-eecdgairsain@rediffmail.com: [568, 588, 723, 594]
table-row: [529, 955, 763, 965]
cell-sn: 1: [526, 664, 537, 696]
cell-desc: Repairing of submersible pump make-kirloskar (3 Nos): [546, 917, 732, 927]
page-number: 5: [10, 92, 25, 122]
article-column: करेंगी। गुरुवार को रुद्र सेना के संस्थापक राकेश उत्तराखंडी के नेतृत्व में कार्यकर्ता बाजार में एकत्रित हुए। जहां उन्होंने रैली निकालकर नारेबाजी के साथ प्रदर्शन किया। राकेश उत्तराखंडी ने आरोप लगाते हुए कहा कि शहर में खुले कई अवैध स्पा सेंटरों में नैतिकता और सामाजिक मर्यादाओं के साथ खिलवाड़ हो रहा है। स्पा सेंटरों की आड़ में अनैतिक देह व्यापार किया जा रहा है। कहा कि विकासनगर जैसे शांत क्षेत्र में इस तरह के अवसाय समाज के लिए घातक है।: [442, 174, 557, 244]
index-cell: 2: [282, 948, 339, 957]
ad-heading: अल्प कालीन निविदा सूचना: [610, 602, 681, 612]
cell-qty: 9 Nos: [732, 926, 763, 936]
sign-title: जिलाधिकारी,: [216, 992, 246, 999]
